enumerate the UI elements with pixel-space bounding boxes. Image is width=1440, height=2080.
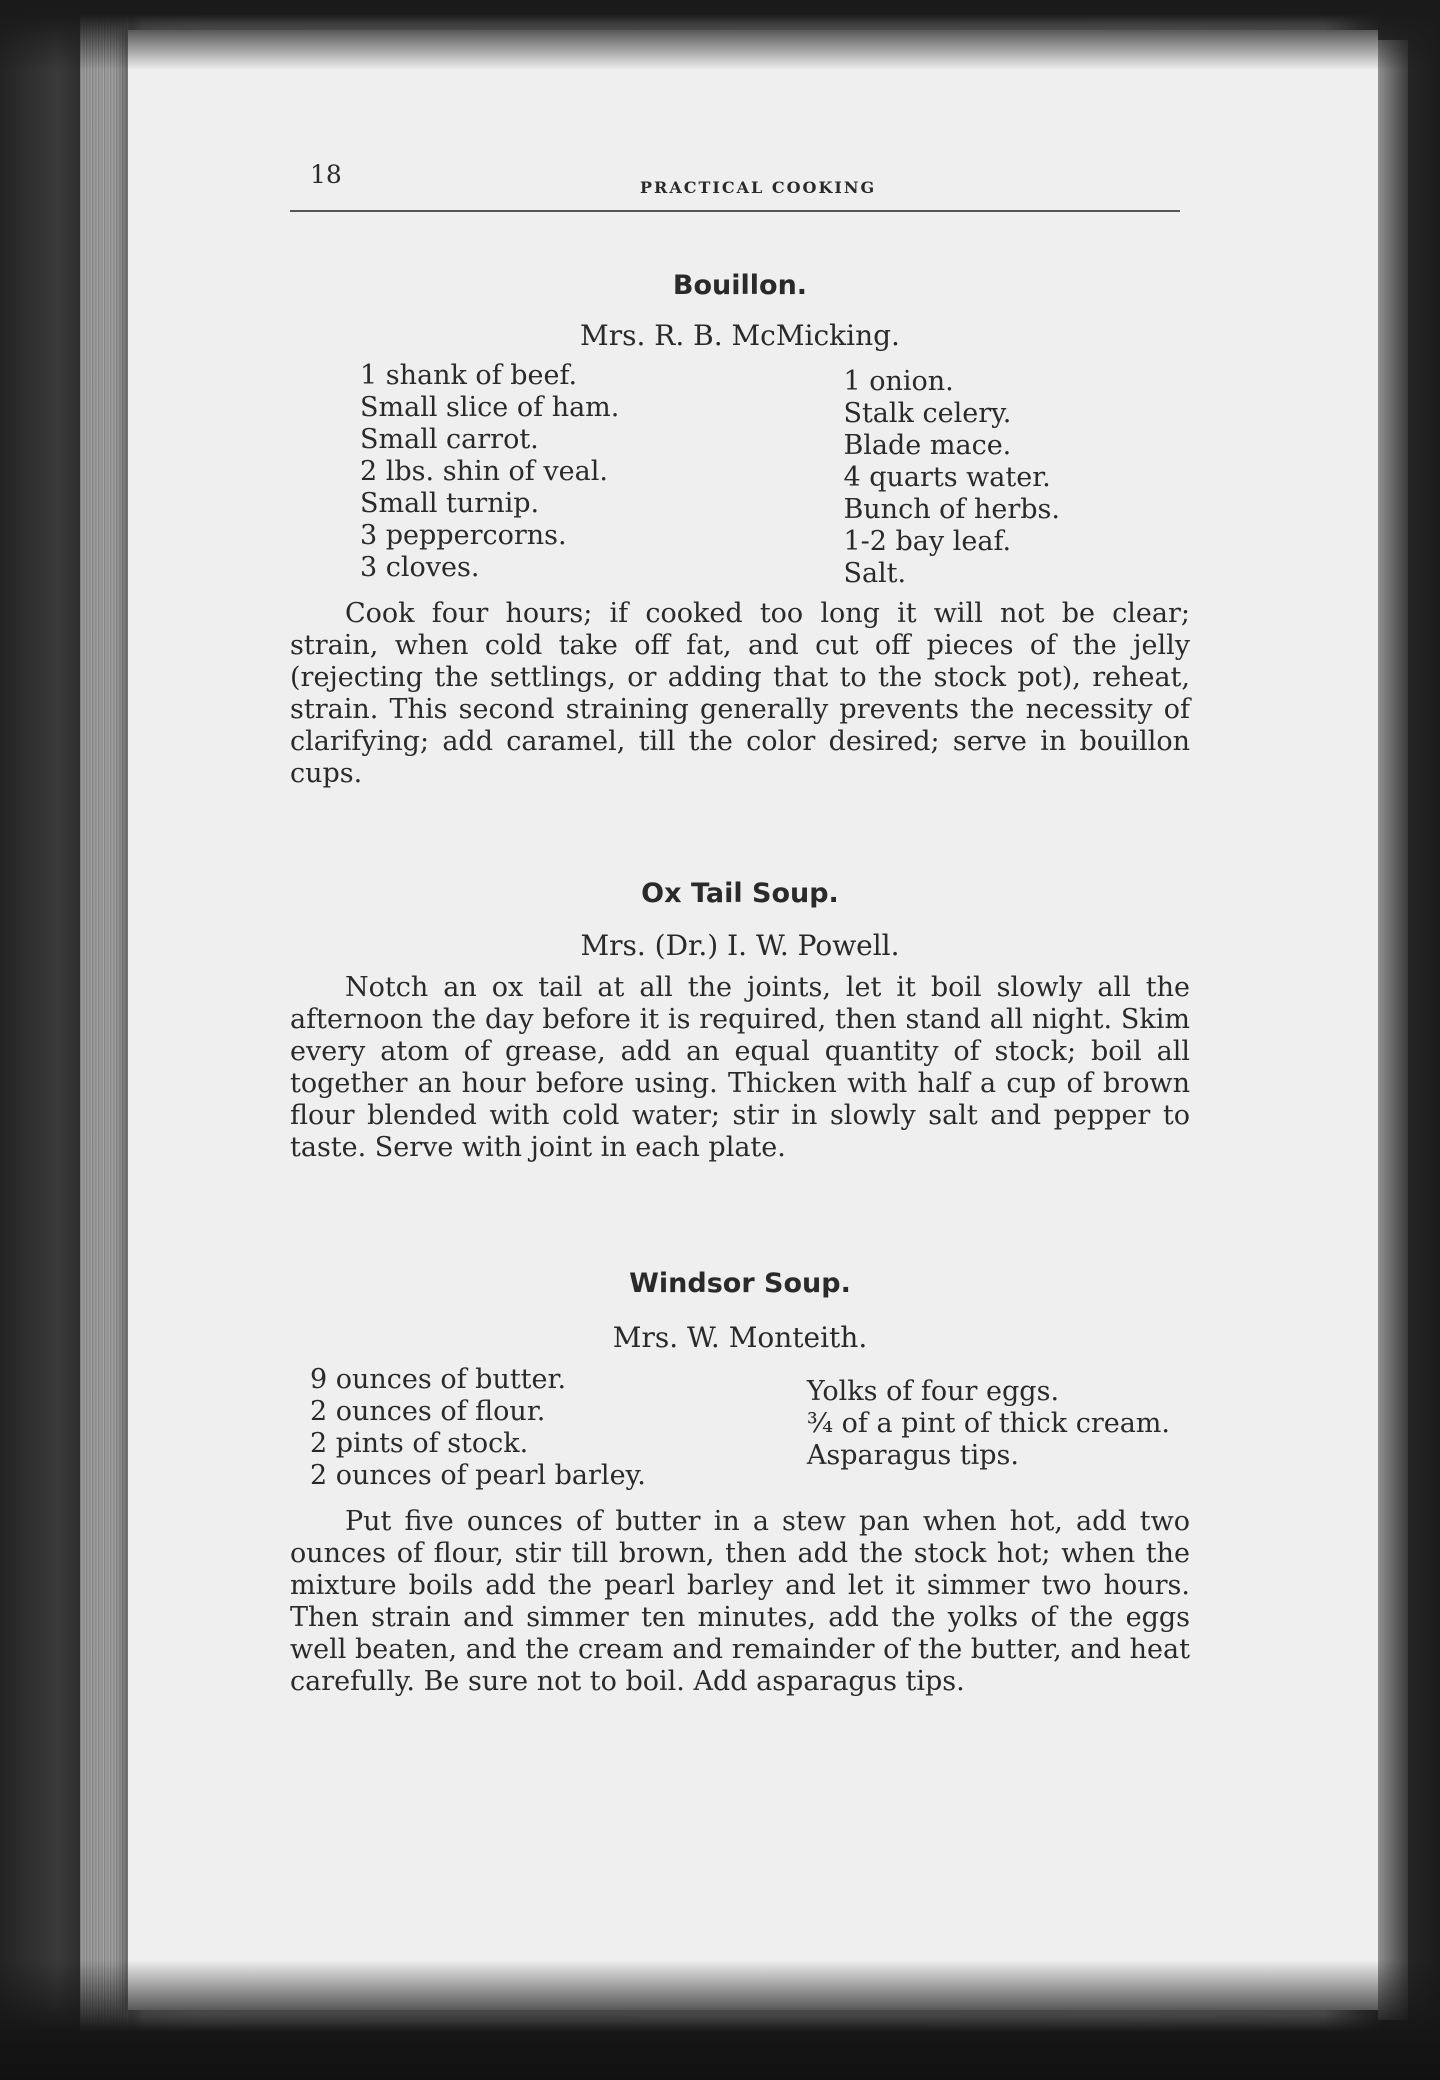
ingredient-item: 4 quarts water. (843, 462, 1051, 493)
ingredient-item: 1 onion. (843, 366, 954, 397)
ingredient-item: 3 cloves. (360, 552, 480, 583)
book-page-edges-left (80, 0, 130, 2080)
scan-shadow-bottom (0, 1960, 1440, 2080)
ingredient-item: Bunch of herbs. (843, 494, 1060, 525)
ingredient-item: Stalk celery. (843, 398, 1012, 429)
ingredient-item: 3 peppercorns. (360, 520, 567, 551)
scan-shadow-top (0, 0, 1440, 70)
ingredient-item: ¾ of a pint of thick cream. (806, 1408, 1170, 1439)
running-head (290, 150, 1180, 212)
recipe-author: Mrs. (Dr.) I. W. Powell. (580, 929, 900, 962)
ingredient-item: 1-2 bay leaf. (843, 526, 1012, 557)
recipe-windsor-soup (290, 1268, 1190, 1698)
ingredient-item: 2 ounces of pearl barley. (310, 1460, 646, 1491)
recipe-directions: Notch an ox tail at all the joints, let it boil slowly all the afternoon the day before it is required, then stand all night. Skim every atom of grease, add an equal quantity of stock; boil all together an hour before using. Thicken with half a cup of brown flour blended with cold water; stir in slowly salt and pepper to taste. Serve with joint in each plate. (290, 972, 1190, 1163)
ingredient-item: Blade mace. (843, 430, 1012, 461)
ingredient-item: Yolks of four eggs. (806, 1376, 1060, 1407)
ingredients-column-right (843, 366, 1060, 590)
ingredient-item: 2 pints of stock. (310, 1428, 529, 1459)
recipe-directions: Cook four hours; if cooked too long it will not be clear; strain, when cold take off fat, and cut off pieces of the jelly (rejecting the settlings, or adding that to the stock pot), reheat, strain. This second straining generally prevents the necessity of clarifying; add caramel, till the color desired; serve in bouillon cups. (290, 598, 1190, 789)
ingredients-list (360, 360, 1060, 590)
running-title: PRACTICAL COOKING (640, 178, 877, 197)
ingredient-item: Asparagus tips. (806, 1440, 1019, 1471)
ingredients-column-right (807, 1376, 1170, 1492)
ingredient-item: 9 ounces of butter. (310, 1364, 567, 1395)
ingredient-item: Salt. (843, 558, 907, 589)
ingredients-list (310, 1364, 1170, 1492)
recipe-bouillon (290, 270, 1190, 790)
recipe-title: Bouillon. (672, 270, 808, 301)
page-number: 18 (310, 160, 342, 189)
ingredient-item: 2 ounces of flour. (310, 1396, 546, 1427)
recipe-author: Mrs. R. B. McMicking. (580, 319, 900, 352)
ingredient-item: Small turnip. (360, 488, 540, 519)
page-content (290, 150, 1190, 1697)
recipe-title: Ox Tail Soup. (641, 878, 839, 909)
recipe-directions: Put five ounces of butter in a stew pan when hot, add two ounces of flour, stir till brown, then add the stock hot; when the mixture boils add the pearl barley and let it simmer two hours. Then strain and simmer ten minutes, add the yolks of the eggs well beaten, and the cream and remainder of the butter, and heat carefully. Be sure not to boil. Add asparagus tips. (290, 1506, 1190, 1697)
ingredients-column-left (360, 360, 619, 590)
recipe-title: Windsor Soup. (629, 1268, 851, 1299)
ingredient-item: 1 shank of beef. (360, 360, 578, 391)
recipe-ox-tail-soup (290, 878, 1190, 1164)
ingredient-item: Small carrot. (360, 424, 539, 455)
ingredient-item: 2 lbs. shin of veal. (360, 456, 608, 487)
ingredients-column-left (310, 1364, 646, 1492)
recipe-author: Mrs. W. Monteith. (612, 1321, 868, 1354)
ingredient-item: Small slice of ham. (360, 392, 620, 423)
book-page-edges-right (1378, 40, 1408, 2020)
